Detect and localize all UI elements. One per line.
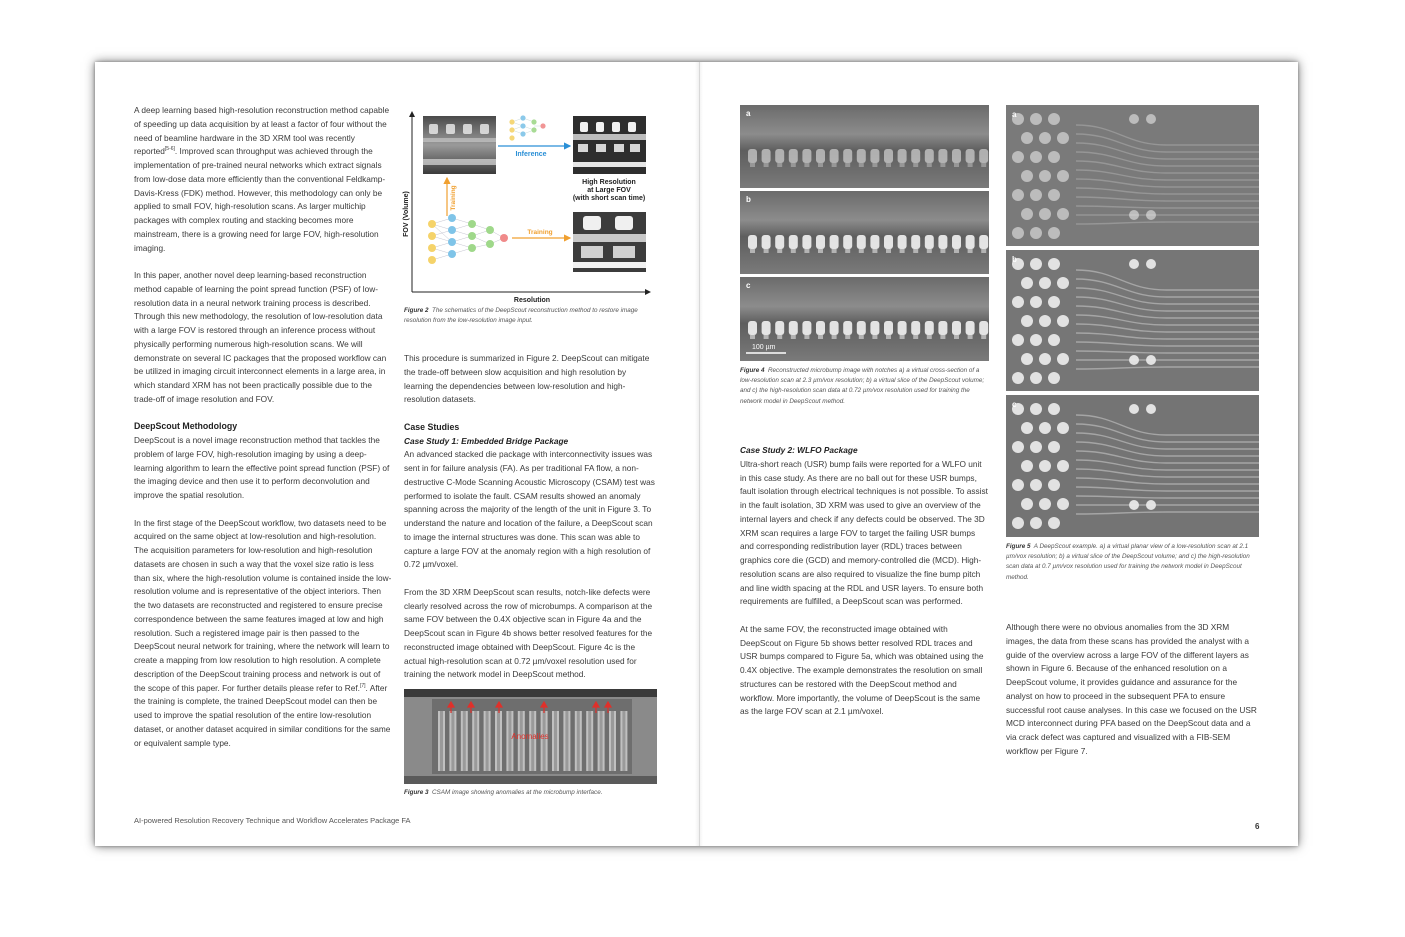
microbump-notch xyxy=(777,249,782,253)
microbump-notch xyxy=(913,163,918,167)
wlfo-bump xyxy=(1039,315,1051,327)
microbump-notch xyxy=(859,335,864,339)
microbump xyxy=(966,235,975,249)
microbump xyxy=(775,321,784,335)
microbump xyxy=(898,149,907,163)
wlfo-bump xyxy=(1012,334,1024,346)
microbump-notch xyxy=(804,249,809,253)
wlfo-bump xyxy=(1030,334,1042,346)
microbump-notch xyxy=(804,335,809,339)
fig5-label-a: a xyxy=(1012,110,1017,119)
microbump-notch xyxy=(750,163,755,167)
wlfo-bump xyxy=(1048,189,1060,201)
wlfo-bump xyxy=(1129,500,1139,510)
microbump-notch xyxy=(859,249,864,253)
wlfo-bump xyxy=(1129,404,1139,414)
wlfo-bump xyxy=(1048,151,1060,163)
microbump xyxy=(843,149,852,163)
fig5-label-b: b xyxy=(1012,255,1017,264)
y-axis-label: FOV (Volume) xyxy=(403,191,410,237)
scale-bar-label: 100 µm xyxy=(752,344,776,351)
inference-label: Inference xyxy=(515,151,547,158)
microbump xyxy=(966,149,975,163)
wlfo-bump xyxy=(1030,189,1042,201)
csam-column-core xyxy=(463,711,466,771)
microbump xyxy=(748,149,757,163)
wlfo-bump xyxy=(1057,170,1069,182)
microbump-notch xyxy=(927,163,932,167)
csam-column-core xyxy=(520,711,523,771)
microbump xyxy=(857,321,866,335)
microbump-notch xyxy=(764,249,769,253)
wlfo-bump xyxy=(1146,404,1156,414)
paragraph: At the same FOV, the reconstructed image obtained with DeepScout on Figure 5b shows better resolved RDL traces and USR bumps compared to Figure 5a, which was obtained using the 0.4X objective. The example demonstrates the resolution on small structures can be restored with the DeepScout method and workflow. More importantly, the volume of DeepScout is the same as the large FOV scan at 2.1 µm/voxel. xyxy=(740,623,984,717)
wlfo-bump xyxy=(1012,227,1024,239)
microbump xyxy=(775,149,784,163)
microbump xyxy=(952,235,961,249)
wlfo-bump xyxy=(1057,208,1069,220)
microbump-notch xyxy=(845,249,850,253)
microbump-notch xyxy=(777,335,782,339)
microbump xyxy=(762,321,771,335)
fig5-label-c: c xyxy=(1012,400,1017,409)
microbump-notch xyxy=(777,163,782,167)
wlfo-bump xyxy=(1021,353,1033,365)
wlfo-bump xyxy=(1021,498,1033,510)
wlfo-bump xyxy=(1048,296,1060,308)
document-spread xyxy=(95,62,1298,846)
high-res-label-2: at Large FOV xyxy=(587,187,631,194)
wlfo-bump xyxy=(1021,208,1033,220)
right-column-3 xyxy=(740,444,990,733)
microbump-notch xyxy=(981,335,986,339)
figure-2-caption: Figure 2 The schematics of the DeepScout reconstruction method to restore image resolution from the low-resolution image input. xyxy=(404,307,638,325)
high-res-large-fov-image xyxy=(573,116,646,174)
wlfo-bump xyxy=(1048,258,1060,270)
microbump-notch xyxy=(872,335,877,339)
wlfo-bump xyxy=(1146,259,1156,269)
csam-column-core xyxy=(531,711,534,771)
microbump-notch xyxy=(832,335,837,339)
microbump-notch xyxy=(791,163,796,167)
microbump xyxy=(911,149,920,163)
paragraph: This procedure is summarized in Figure 2. DeepScout can mitigate the trade-off between slow acquisition and high resolution by learning the dependencies between low-resolution and high-resolution datasets. xyxy=(404,353,650,405)
microbump-notch xyxy=(818,163,823,167)
microbump-notch xyxy=(940,335,945,339)
microbump xyxy=(979,149,988,163)
microbump xyxy=(898,235,907,249)
wlfo-bump xyxy=(1129,355,1139,365)
wlfo-bump xyxy=(1030,372,1042,384)
csam-column-core xyxy=(577,711,580,771)
wlfo-bump xyxy=(1039,498,1051,510)
training-label-horizontal: Training xyxy=(527,229,553,236)
wlfo-bump xyxy=(1146,355,1156,365)
high-res-small-fov-image xyxy=(573,212,646,272)
wlfo-bump xyxy=(1039,170,1051,182)
neural-network-small xyxy=(509,115,545,140)
microbump-notch xyxy=(818,335,823,339)
wlfo-bump xyxy=(1021,460,1033,472)
microbump xyxy=(816,149,825,163)
microbump-notch xyxy=(954,163,959,167)
wlfo-bump xyxy=(1012,189,1024,201)
microbump xyxy=(802,321,811,335)
wlfo-bump xyxy=(1048,517,1060,529)
microbump xyxy=(857,235,866,249)
microbump xyxy=(802,149,811,163)
fig4-label-c: c xyxy=(746,281,751,290)
microbump xyxy=(775,235,784,249)
microbump-notch xyxy=(900,335,905,339)
microbump-notch xyxy=(832,163,837,167)
wlfo-bump xyxy=(1039,353,1051,365)
microbump xyxy=(884,235,893,249)
microbump xyxy=(898,321,907,335)
wlfo-bump xyxy=(1048,403,1060,415)
anomalies-label: Anomalies xyxy=(511,732,549,741)
wlfo-bump xyxy=(1021,277,1033,289)
csam-column-core xyxy=(440,711,443,771)
microbump-notch xyxy=(845,163,850,167)
microbump xyxy=(830,235,839,249)
microbump xyxy=(870,149,879,163)
microbump xyxy=(762,235,771,249)
fig4-label-a: a xyxy=(746,109,751,118)
csam-column-core xyxy=(543,711,546,771)
microbump xyxy=(789,149,798,163)
paragraph: Although there were no obvious anomalies from the 3D XRM images, the data from these scans has provided the analyst with a guide of the overview across a large FOV of the different layers as shown in Figure 6. Because of the enhanced resolution on a DeepScout volume, it provides guidance and assurance for the analyst on how to proceed in the subsequent PFA to ensure successful root cause analyses. In this case we focused on the USR MCD interconnect during PFA based on the DeepScout data and a via crack defect was captured and visualized with a FIB-SEM workflow per Figure 7. xyxy=(1006,622,1257,756)
microbump xyxy=(884,149,893,163)
wlfo-bump xyxy=(1030,441,1042,453)
wlfo-bump xyxy=(1012,372,1024,384)
microbump xyxy=(938,149,947,163)
wlfo-bump xyxy=(1012,479,1024,491)
wlfo-bump xyxy=(1057,498,1069,510)
x-axis-label: Resolution xyxy=(513,297,551,304)
wlfo-bump xyxy=(1129,210,1139,220)
paragraph: A deep learning based high-resolution reconstruction method capable of speeding up data acquisition by at least a factor of four without the need of beamline hardware in the 3D XRM tool was recently reported[5-6]. Improved scan throughput was achieved through the implementation of pre-trained neural networks which extract signals from low-dose data more efficiently than the conventional Feldkamp-Davis-Kress (FDK) method. However, this methodology can only be applied to small FOV, high-resolution scans. As larger multichip packages with complex routing and stacking becomes more mainstream, there is a growing need for large FOV, high-resolution imaging. xyxy=(134,105,390,253)
wlfo-bump xyxy=(1030,403,1042,415)
wlfo-bump xyxy=(1057,460,1069,472)
wlfo-bump xyxy=(1057,422,1069,434)
page-gutter xyxy=(699,62,700,846)
microbump xyxy=(925,149,934,163)
figure-5-wlfo-images xyxy=(1006,105,1259,537)
microbump-notch xyxy=(913,249,918,253)
microbump xyxy=(870,321,879,335)
microbump-notch xyxy=(940,163,945,167)
microbump-notch xyxy=(968,163,973,167)
microbump-notch xyxy=(900,249,905,253)
microbump-notch xyxy=(968,249,973,253)
paragraph: An advanced stacked die package with interconnectivity issues was sent in for failure analysis (FA). As per traditional FA flow, a non-destructive C-Mode Scanning Acoustic Microscopy (CSAM) test was performed to isolate the fault. CSAM results showed an anomaly spanning across the majority of the length of the unit in Figure 3. To understand the nature and location of the failure, a DeepScout scan to image the internal structures was done. This scan was able to capture a large FOV at the anomaly region with a high resolution of 0.72 µm/voxel. xyxy=(404,449,655,570)
microbump xyxy=(952,321,961,335)
wlfo-bump xyxy=(1012,441,1024,453)
wlfo-bump xyxy=(1039,132,1051,144)
microbump xyxy=(843,235,852,249)
microbump xyxy=(762,149,771,163)
wlfo-bump xyxy=(1021,132,1033,144)
wlfo-bump xyxy=(1039,208,1051,220)
csam-column-core xyxy=(497,711,500,771)
left-column-2 xyxy=(404,352,656,696)
figure-3-caption: Figure 3 CSAM image showing anomalies at the microbump interface. xyxy=(404,789,603,796)
page-footer: AI-powered Resolution Recovery Technique and Workflow Accelerates Package FA xyxy=(134,816,411,825)
wlfo-bump xyxy=(1057,277,1069,289)
microbump xyxy=(911,235,920,249)
csam-column-core xyxy=(588,711,591,771)
csam-column-core xyxy=(565,711,568,771)
wlfo-bump xyxy=(1048,334,1060,346)
microbump-notch xyxy=(872,249,877,253)
wlfo-bump xyxy=(1048,441,1060,453)
microbump xyxy=(816,235,825,249)
microbump xyxy=(816,321,825,335)
wlfo-bump xyxy=(1030,517,1042,529)
microbump xyxy=(870,235,879,249)
microbump-notch xyxy=(954,335,959,339)
microbump xyxy=(843,321,852,335)
microbump-notch xyxy=(750,249,755,253)
wlfo-bump xyxy=(1030,151,1042,163)
microbump-notch xyxy=(791,249,796,253)
wlfo-bump xyxy=(1057,353,1069,365)
wlfo-bump xyxy=(1129,114,1139,124)
training-label-vertical: Training xyxy=(450,185,457,211)
microbump xyxy=(857,149,866,163)
microbump-notch xyxy=(764,335,769,339)
microbump-notch xyxy=(981,249,986,253)
paragraph: In this paper, another novel deep learning-based reconstruction method capable of learning the point spread function (PSF) of low-resolution data in a neural network training process is described. Through this new methodology, the resolution of low-resolution data with a large FOV is restored through an inference process without physically performing numerous high-resolution scans. We will demonstrate on several IC packages that the proposed workflow can be utilized in imaging circuit interconnect elements in a large area, in which standard XRM has not been practically possible due to the trade-off of image resolution and FOV. xyxy=(134,270,387,404)
wlfo-bump xyxy=(1030,258,1042,270)
figure-3-csam-image xyxy=(404,689,657,784)
microbump xyxy=(966,321,975,335)
paragraph: DeepScout is a novel image reconstruction method that tackles the problem of large FOV, high-resolution imaging by using a deep-learning algorithm to learn the effective point spread function (PSF) of the imaging device and then use it to perform deconvolution and improve the spatial resolution. xyxy=(134,435,390,500)
wlfo-bump xyxy=(1021,315,1033,327)
microbump xyxy=(748,235,757,249)
microbump xyxy=(938,235,947,249)
wlfo-bump xyxy=(1057,315,1069,327)
fig4-label-b: b xyxy=(746,195,751,204)
microbump-notch xyxy=(750,335,755,339)
microbump-notch xyxy=(791,335,796,339)
microbump xyxy=(979,321,988,335)
wlfo-bump xyxy=(1021,170,1033,182)
microbump-notch xyxy=(818,249,823,253)
microbump-notch xyxy=(927,249,932,253)
wlfo-bump xyxy=(1129,259,1139,269)
figure-5-caption: Figure 5 A DeepScout example. a) a virtual planar view of a low-resolution scan at 2.1 µm/vox resolution; b) a virtual slice of the DeepScout volume; and c) the high-resolution scan data at 0.7 µm/vox resolution used for training the network model in DeepScout method. xyxy=(1006,543,1250,581)
csam-columns xyxy=(438,711,627,771)
wlfo-bump xyxy=(1146,114,1156,124)
microbump xyxy=(802,235,811,249)
microbump xyxy=(952,149,961,163)
microbump xyxy=(884,321,893,335)
figure-2-schematic xyxy=(400,104,660,304)
microbump-notch xyxy=(886,335,891,339)
microbump xyxy=(748,321,757,335)
wlfo-bump xyxy=(1048,227,1060,239)
microbump-notch xyxy=(832,249,837,253)
wlfo-bump xyxy=(1048,372,1060,384)
microbump-notch xyxy=(886,249,891,253)
high-res-label-3: (with short scan time) xyxy=(572,195,646,202)
low-res-image xyxy=(423,116,496,174)
wlfo-bump xyxy=(1030,479,1042,491)
csam-column-core xyxy=(600,711,603,771)
wlfo-bump xyxy=(1012,296,1024,308)
microbump-notch xyxy=(900,163,905,167)
figure-4-caption: Figure 4 Reconstructed microbump image with notches a) a virtual cross-section of a low-resolution scan at 2.3 µm/vox resolution; b) a virtual slice of the DeepScout volume; and c) the high-resolution scan data at 0.72 µm/vox resolution used for training the network model in DeepScout method. xyxy=(740,367,985,405)
microbump-notch xyxy=(927,335,932,339)
paragraph: Ultra-short reach (USR) bump fails were reported for a WLFO unit in this case study. As there are no ball out for these USR bumps, fault isolation through electrical techniques is not possible. To assist in the fault isolation, 3D XRM was used to give an overview of the internal layers and check if any defects could be observed. The 3D XRM scan requires a large FOV to target the failing USR bumps and corresponding redistribution layer (RDL) traces between graphics core die (GCD) and memory-controlled die (MCD). High-resolution scans are also required to visualize the fine bump pitch and line width spacing at the RDL and USR layers. To ensure both requirements are fulfilled, a DeepScout scan was performed. xyxy=(740,458,988,607)
high-res-label-1: High Resolution xyxy=(582,179,636,186)
microbump-notch xyxy=(872,163,877,167)
wlfo-bump xyxy=(1048,113,1060,125)
subsection-heading: Case Study 2: WLFO Package xyxy=(740,445,858,455)
wlfo-bump xyxy=(1048,479,1060,491)
microbump xyxy=(925,235,934,249)
wlfo-bump xyxy=(1021,422,1033,434)
microbump xyxy=(789,235,798,249)
wlfo-bump xyxy=(1012,517,1024,529)
microbump xyxy=(789,321,798,335)
section-heading: Case Studies xyxy=(404,421,460,432)
wlfo-bump xyxy=(1030,113,1042,125)
wlfo-bump xyxy=(1012,151,1024,163)
microbump xyxy=(979,235,988,249)
microbump-notch xyxy=(764,163,769,167)
neural-network-large xyxy=(428,214,508,264)
microbump-notch xyxy=(845,335,850,339)
csam-column-core xyxy=(508,711,511,771)
left-column-1 xyxy=(134,104,392,764)
csam-column-core xyxy=(622,711,625,771)
microbump-notch xyxy=(913,335,918,339)
wlfo-bump xyxy=(1146,210,1156,220)
wlfo-bump xyxy=(1030,227,1042,239)
microbump-notch xyxy=(886,163,891,167)
csam-column-core xyxy=(554,711,557,771)
wlfo-bump xyxy=(1039,422,1051,434)
csam-column-core xyxy=(451,711,454,771)
wlfo-bump xyxy=(1039,460,1051,472)
microbump xyxy=(911,321,920,335)
wlfo-bump xyxy=(1146,500,1156,510)
figure-4-microbump-images xyxy=(740,105,989,361)
paragraph: In the first stage of the DeepScout workflow, two datasets need to be acquired on the same object at low-resolution and high-resolution. The acquisition parameters for low-resolution and high-resolution datasets are chosen in such a way that the voxel size ratio is less than six, where the high-resolution volume is contained inside the low-resolution volume and is representative of the object interiors. Then the two datasets are reconstructed and registered to ensure precise correspondence between the same features imaged at low and high resolution. Such a registered image pair is then passed to the DeepScout neural network for training, where the network will learn to create a mapping from low resolution to high resolution. A complete description of the DeepScout training process and network is out of the scope of this paper. For further details please refer to Ref.[7]. After the training is complete, the trained DeepScout model can then be used to improve the spatial resolution of the entire low-resolution dataset, or another dataset acquired in similar conditions for the same or equivalent sample type. xyxy=(134,517,392,748)
microbump-notch xyxy=(954,249,959,253)
microbump xyxy=(830,149,839,163)
csam-column-core xyxy=(486,711,489,771)
wlfo-bump xyxy=(1057,132,1069,144)
page-number: 6 xyxy=(1255,822,1260,831)
wlfo-bump xyxy=(1039,277,1051,289)
paragraph: From the 3D XRM DeepScout scan results, notch-like defects were clearly resolved across the row of microbumps. A comparison at the same FOV between the 0.4X objective scan in Figure 4a and the DeepScout scan in Figure 4b shows better resolved features for the reconstructed image obtained with DeepScout. Figure 4c is the actual high-resolution scan at 0.72 µm/voxel resolution used for training the network model in DeepScout method. xyxy=(404,586,653,680)
microbump-notch xyxy=(981,163,986,167)
subsection-heading: Case Study 1: Embedded Bridge Package xyxy=(404,435,569,446)
csam-column-core xyxy=(474,711,477,771)
right-column-4 xyxy=(1006,621,1258,772)
wlfo-bump xyxy=(1030,296,1042,308)
microbump xyxy=(830,321,839,335)
microbump xyxy=(938,321,947,335)
microbump xyxy=(925,321,934,335)
section-heading: DeepScout Methodology xyxy=(134,421,238,432)
microbump-notch xyxy=(940,249,945,253)
microbump-notch xyxy=(859,163,864,167)
microbump-notch xyxy=(968,335,973,339)
microbump-notch xyxy=(804,163,809,167)
csam-column-core xyxy=(611,711,614,771)
